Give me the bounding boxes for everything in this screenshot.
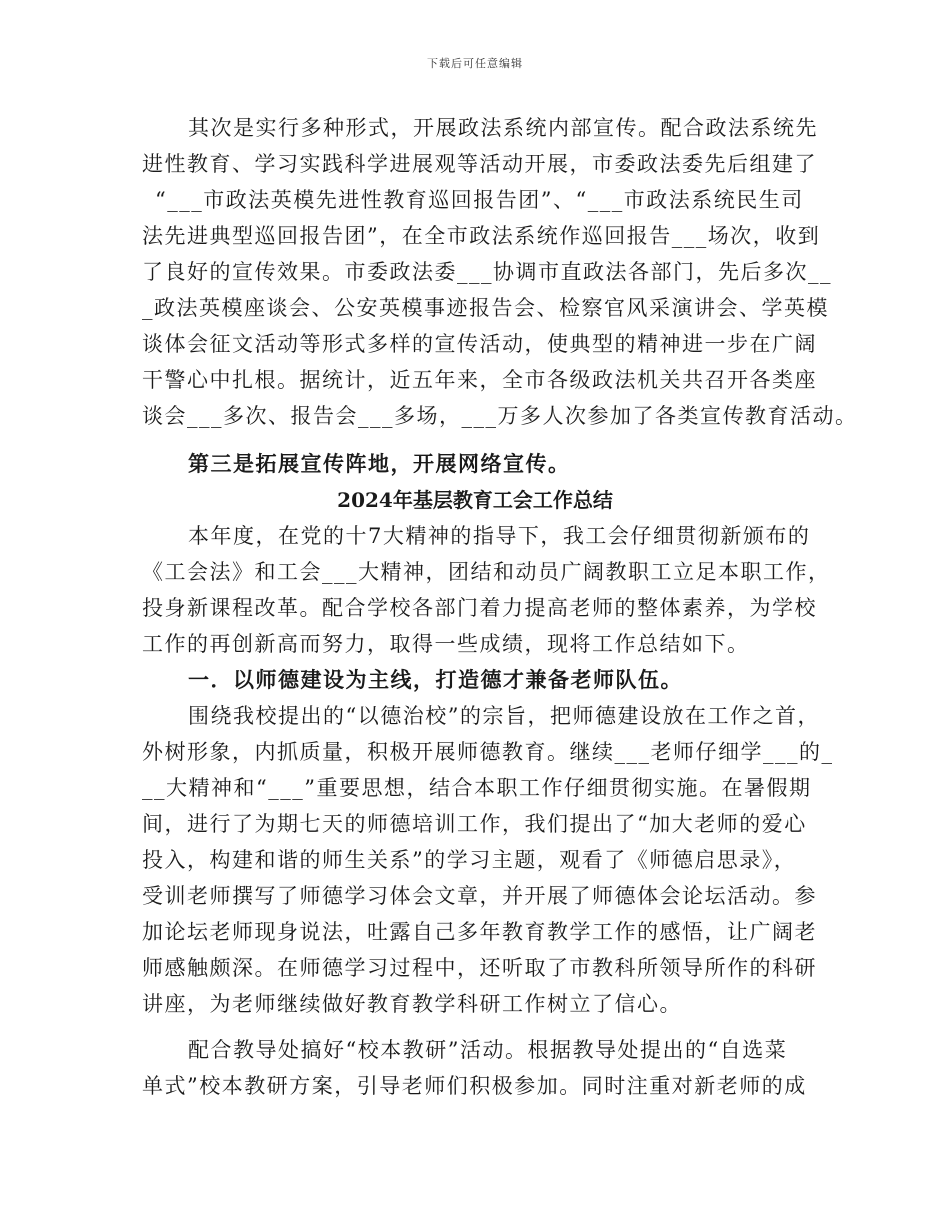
paragraph-line: 了良好的宣传效果。市委政法委___协调市直政法各部门，先后多次__ (142, 260, 832, 284)
paragraph-line: 单式”校本教研方案，引导老师们积极参加。同时注重对新老师的成 (142, 1074, 807, 1098)
paragraph-line: 外树形象，内抓质量，积极开展师德教育。继续___老师仔细学___的_ (142, 740, 834, 764)
paragraph-line: 本年度，在党的十7大精神的指导下，我工会仔细贯彻新颁布的 (188, 524, 811, 548)
document-title: 2024年基层教育工会工作总结 (337, 488, 613, 512)
paragraph-line: 谈会___多次、报告会___多场，___万多人次参加了各类宣传教育活动。 (142, 404, 858, 428)
page-header: 下载后可任意编辑 (427, 57, 523, 70)
section-heading: 第三是拓展宣传阵地，开展网络宣传。 (188, 451, 571, 476)
paragraph-line: “___市政法英模先进性教育巡回报告团”、“___市政法系统民生司 (155, 188, 804, 212)
paragraph-line: 工作的再创新高而努力，取得一些成绩，现将工作总结如下。 (142, 632, 750, 656)
paragraph-line: 进性教育、学习实践科学进展观等活动开展，市委政法委先后组建了 (142, 152, 817, 176)
paragraph-line: 间，进行了为期七天的师德培训工作，我们提出了“加大老师的爱心 (142, 812, 807, 836)
section-heading: 一．以师德建设为主线，打造德才兼备老师队伍。 (188, 667, 683, 692)
paragraph-line: 围绕我校提出的“以德治校”的宗旨，把师德建设放在工作之首， (188, 704, 820, 728)
paragraph-line: 干警心中扎根。据统计，近五年来，全市各级政法机关共召开各类座 (142, 368, 817, 392)
paragraph-line: 受训老师撰写了师德学习体会文章，并开展了师德体会论坛活动。参 (142, 884, 817, 908)
paragraph-line: 谈体会征文活动等形式多样的宣传活动，使典型的精神进一步在广阔 (142, 332, 817, 356)
paragraph-line: _政法英模座谈会、公安英模事迹报告会、检察官风采演讲会、学英模 (142, 296, 829, 320)
paragraph-line: 加论坛老师现身说法，吐露自己多年教育教学工作的感悟，让广阔老 (142, 920, 817, 944)
paragraph-line: __大精神和“___”重要思想，结合本职工作仔细贯彻实施。在暑假期 (142, 776, 812, 800)
paragraph-line: 其次是实行多种形式，开展政法系统内部宣传。配合政法系统先 (188, 116, 818, 140)
paragraph-line: 投入，构建和谐的师生关系”的学习主题，观看了《师德启思录》， (142, 848, 797, 872)
paragraph-line: 讲座，为老师继续做好教育教学科研工作树立了信心。 (142, 992, 682, 1016)
paragraph-line: 投身新课程改革。配合学校各部门着力提高老师的整体素养，为学校 (142, 596, 817, 620)
paragraph-line: 《工会法》和工会___大精神，团结和动员广阔教职工立足本职工作， (142, 560, 831, 584)
paragraph-line: 师感触颇深。在师德学习过程中，还听取了市教科所领导所作的科研 (142, 956, 817, 980)
paragraph-line: 配合教导处搞好“校本教研”活动。根据教导处提出的“自选菜 (188, 1038, 788, 1062)
paragraph-line: 法先进典型巡回报告团”，在全市政法系统作巡回报告___场次，收到 (142, 224, 821, 248)
